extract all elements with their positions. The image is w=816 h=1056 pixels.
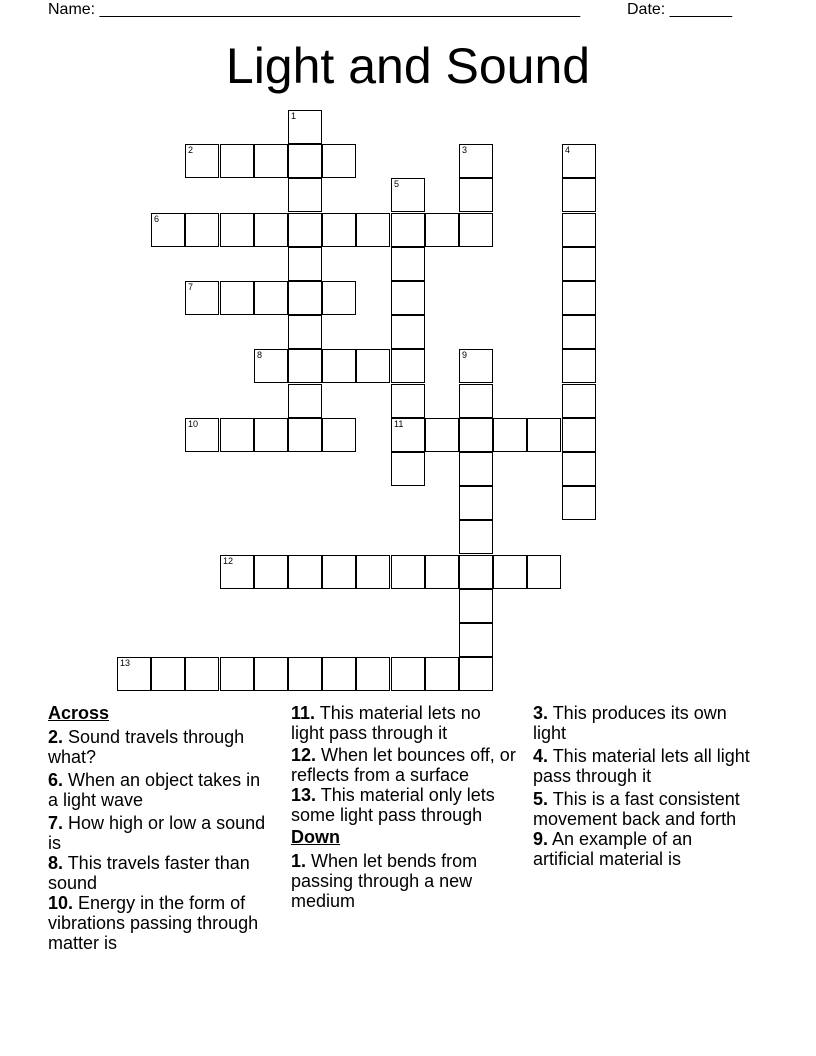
grid-cell[interactable] [356,555,390,589]
clue-number: 9. [533,829,549,849]
grid-cell[interactable] [562,247,596,281]
grid-cell[interactable] [356,349,390,383]
clues-column-2 [291,703,516,914]
clue-number-label: 11 [394,419,404,429]
grid-cell[interactable] [425,555,459,589]
grid-cell[interactable] [288,110,322,144]
grid-cell[interactable] [459,589,493,623]
grid-cell[interactable] [459,486,493,520]
grid-cell[interactable] [459,657,493,691]
grid-cell[interactable] [288,247,322,281]
clue-number-label: 3 [462,145,468,155]
grid-cell[interactable] [254,144,288,178]
grid-cell[interactable] [254,418,288,452]
grid-cell[interactable] [459,144,493,178]
grid-cell[interactable] [425,213,459,247]
grid-cell[interactable] [151,213,185,247]
grid-cell[interactable] [425,657,459,691]
grid-cell[interactable] [322,144,356,178]
grid-cell[interactable] [391,315,425,349]
clue-number: 7. [48,813,64,833]
clue-text: When let bounces off, or reflects from a surface [291,745,516,785]
grid-cell[interactable] [185,657,219,691]
grid-cell[interactable] [254,281,288,315]
clue-text: This is a fast consistent movement back and forth [533,789,740,829]
grid-cell[interactable] [288,178,322,212]
clue-number-label: 5 [394,179,400,189]
clue-across-10 [48,893,273,953]
grid-cell[interactable] [322,418,356,452]
clue-number: 3. [533,703,549,723]
grid-cell[interactable] [322,555,356,589]
grid-cell[interactable] [527,418,561,452]
page-title: Light and Sound [225,38,591,94]
date-field-label: Date: _______ [627,1,732,18]
clue-number-label: 9 [462,350,468,360]
grid-cell[interactable] [288,315,322,349]
grid-cell[interactable] [391,452,425,486]
grid-cell[interactable] [391,555,425,589]
grid-cell[interactable] [493,555,527,589]
grid-cell[interactable] [562,144,596,178]
grid-cell[interactable] [254,555,288,589]
grid-cell[interactable] [185,144,219,178]
clue-down-3 [533,703,758,743]
clue-across-11 [291,703,516,743]
grid-cell[interactable] [493,418,527,452]
grid-cell[interactable] [151,657,185,691]
clue-number: 11. [291,703,316,723]
clue-number-label: 12 [223,556,234,566]
grid-cell[interactable] [288,555,322,589]
grid-cell[interactable] [562,486,596,520]
grid-cell[interactable] [391,418,425,452]
clue-across-2 [48,727,273,767]
clue-number: 13. [291,785,317,805]
clue-text: Energy in the form of vibrations passing through matter is [48,893,259,953]
clue-across-8 [48,853,273,893]
clue-number-label: 2 [188,145,194,155]
clue-number-label: 7 [188,282,194,292]
grid-cell[interactable] [117,657,151,691]
grid-cell[interactable] [391,384,425,418]
grid-cell[interactable] [459,623,493,657]
clue-number: 4. [533,746,549,766]
grid-cell[interactable] [220,657,254,691]
clue-number: 1. [291,851,307,871]
grid-cell[interactable] [459,452,493,486]
grid-cell[interactable] [254,349,288,383]
clue-number: 6. [48,770,64,790]
grid-cell[interactable] [185,281,219,315]
clue-number-label: 1 [291,111,297,121]
down-heading: Down [291,827,340,847]
clue-text: This material lets no light pass through it [291,703,481,743]
clue-number: 2. [48,727,64,747]
grid-cell[interactable] [391,657,425,691]
clue-across-6 [48,770,273,810]
clue-down-5 [533,789,758,829]
grid-cell[interactable] [562,349,596,383]
grid-cell[interactable] [459,520,493,554]
grid-cell[interactable] [391,247,425,281]
grid-cell[interactable] [322,349,356,383]
grid-cell[interactable] [220,555,254,589]
grid-cell[interactable] [185,418,219,452]
clue-number-label: 4 [565,145,571,155]
grid-cell[interactable] [391,213,425,247]
clue-text: An example of an artificial material is [533,829,693,869]
clue-number-label: 6 [154,214,160,224]
clues-column-1 [48,703,273,956]
clue-text: How high or low a sound is [48,813,266,853]
grid-cell[interactable] [288,349,322,383]
grid-cell[interactable] [562,315,596,349]
grid-cell[interactable] [220,144,254,178]
name-field-label: Name: ______________________________________________________ [48,1,581,18]
grid-cell[interactable] [288,418,322,452]
grid-cell[interactable] [562,178,596,212]
grid-cell[interactable] [562,418,596,452]
grid-cell[interactable] [288,384,322,418]
grid-cell[interactable] [356,657,390,691]
clue-text: Sound travels through what? [48,727,245,767]
clue-number: 5. [533,789,549,809]
clue-text: This produces its own light [533,703,727,743]
clue-across-13 [291,785,516,825]
grid-cell[interactable] [220,418,254,452]
grid-cell[interactable] [527,555,561,589]
grid-cell[interactable] [562,281,596,315]
clue-text: This material only lets some light pass through [291,785,495,825]
clue-down-4 [533,746,758,786]
grid-cell[interactable] [322,657,356,691]
grid-cell[interactable] [288,144,322,178]
clues-column-3 [533,703,758,872]
grid-cell[interactable] [459,384,493,418]
grid-cell[interactable] [562,452,596,486]
grid-cell[interactable] [562,384,596,418]
grid-cell[interactable] [356,213,390,247]
grid-cell[interactable] [391,178,425,212]
grid-cell[interactable] [220,213,254,247]
clue-number-label: 8 [257,350,263,360]
clue-across-7 [48,813,273,853]
grid-cell[interactable] [425,418,459,452]
clue-number: 10. [48,893,74,913]
clue-down-1 [291,851,516,911]
grid-cell[interactable] [459,418,493,452]
clue-down-9 [533,829,758,869]
clue-text: This material lets all light pass through it [533,746,750,786]
grid-cell[interactable] [322,213,356,247]
clue-number: 8. [48,853,64,873]
clue-text: When let bends from passing through a new medium [291,851,478,911]
grid-cell[interactable] [288,213,322,247]
grid-cell[interactable] [185,213,219,247]
grid-cell[interactable] [459,178,493,212]
grid-cell[interactable] [391,349,425,383]
clue-text: This travels faster than sound [48,853,250,893]
grid-cell[interactable] [220,281,254,315]
grid-cell[interactable] [459,213,493,247]
grid-cell[interactable] [391,281,425,315]
clue-across-12 [291,745,516,785]
clue-number-label: 10 [188,419,199,429]
grid-cell[interactable] [288,657,322,691]
grid-cell[interactable] [254,657,288,691]
across-heading: Across [48,703,110,723]
grid-cell[interactable] [322,281,356,315]
clue-number-label: 13 [120,658,131,668]
grid-cell[interactable] [459,349,493,383]
clue-text: When an object takes in a light wave [48,770,261,810]
grid-cell[interactable] [254,213,288,247]
grid-cell[interactable] [288,281,322,315]
clue-number: 12. [291,745,317,765]
grid-cell[interactable] [459,555,493,589]
grid-cell[interactable] [562,213,596,247]
